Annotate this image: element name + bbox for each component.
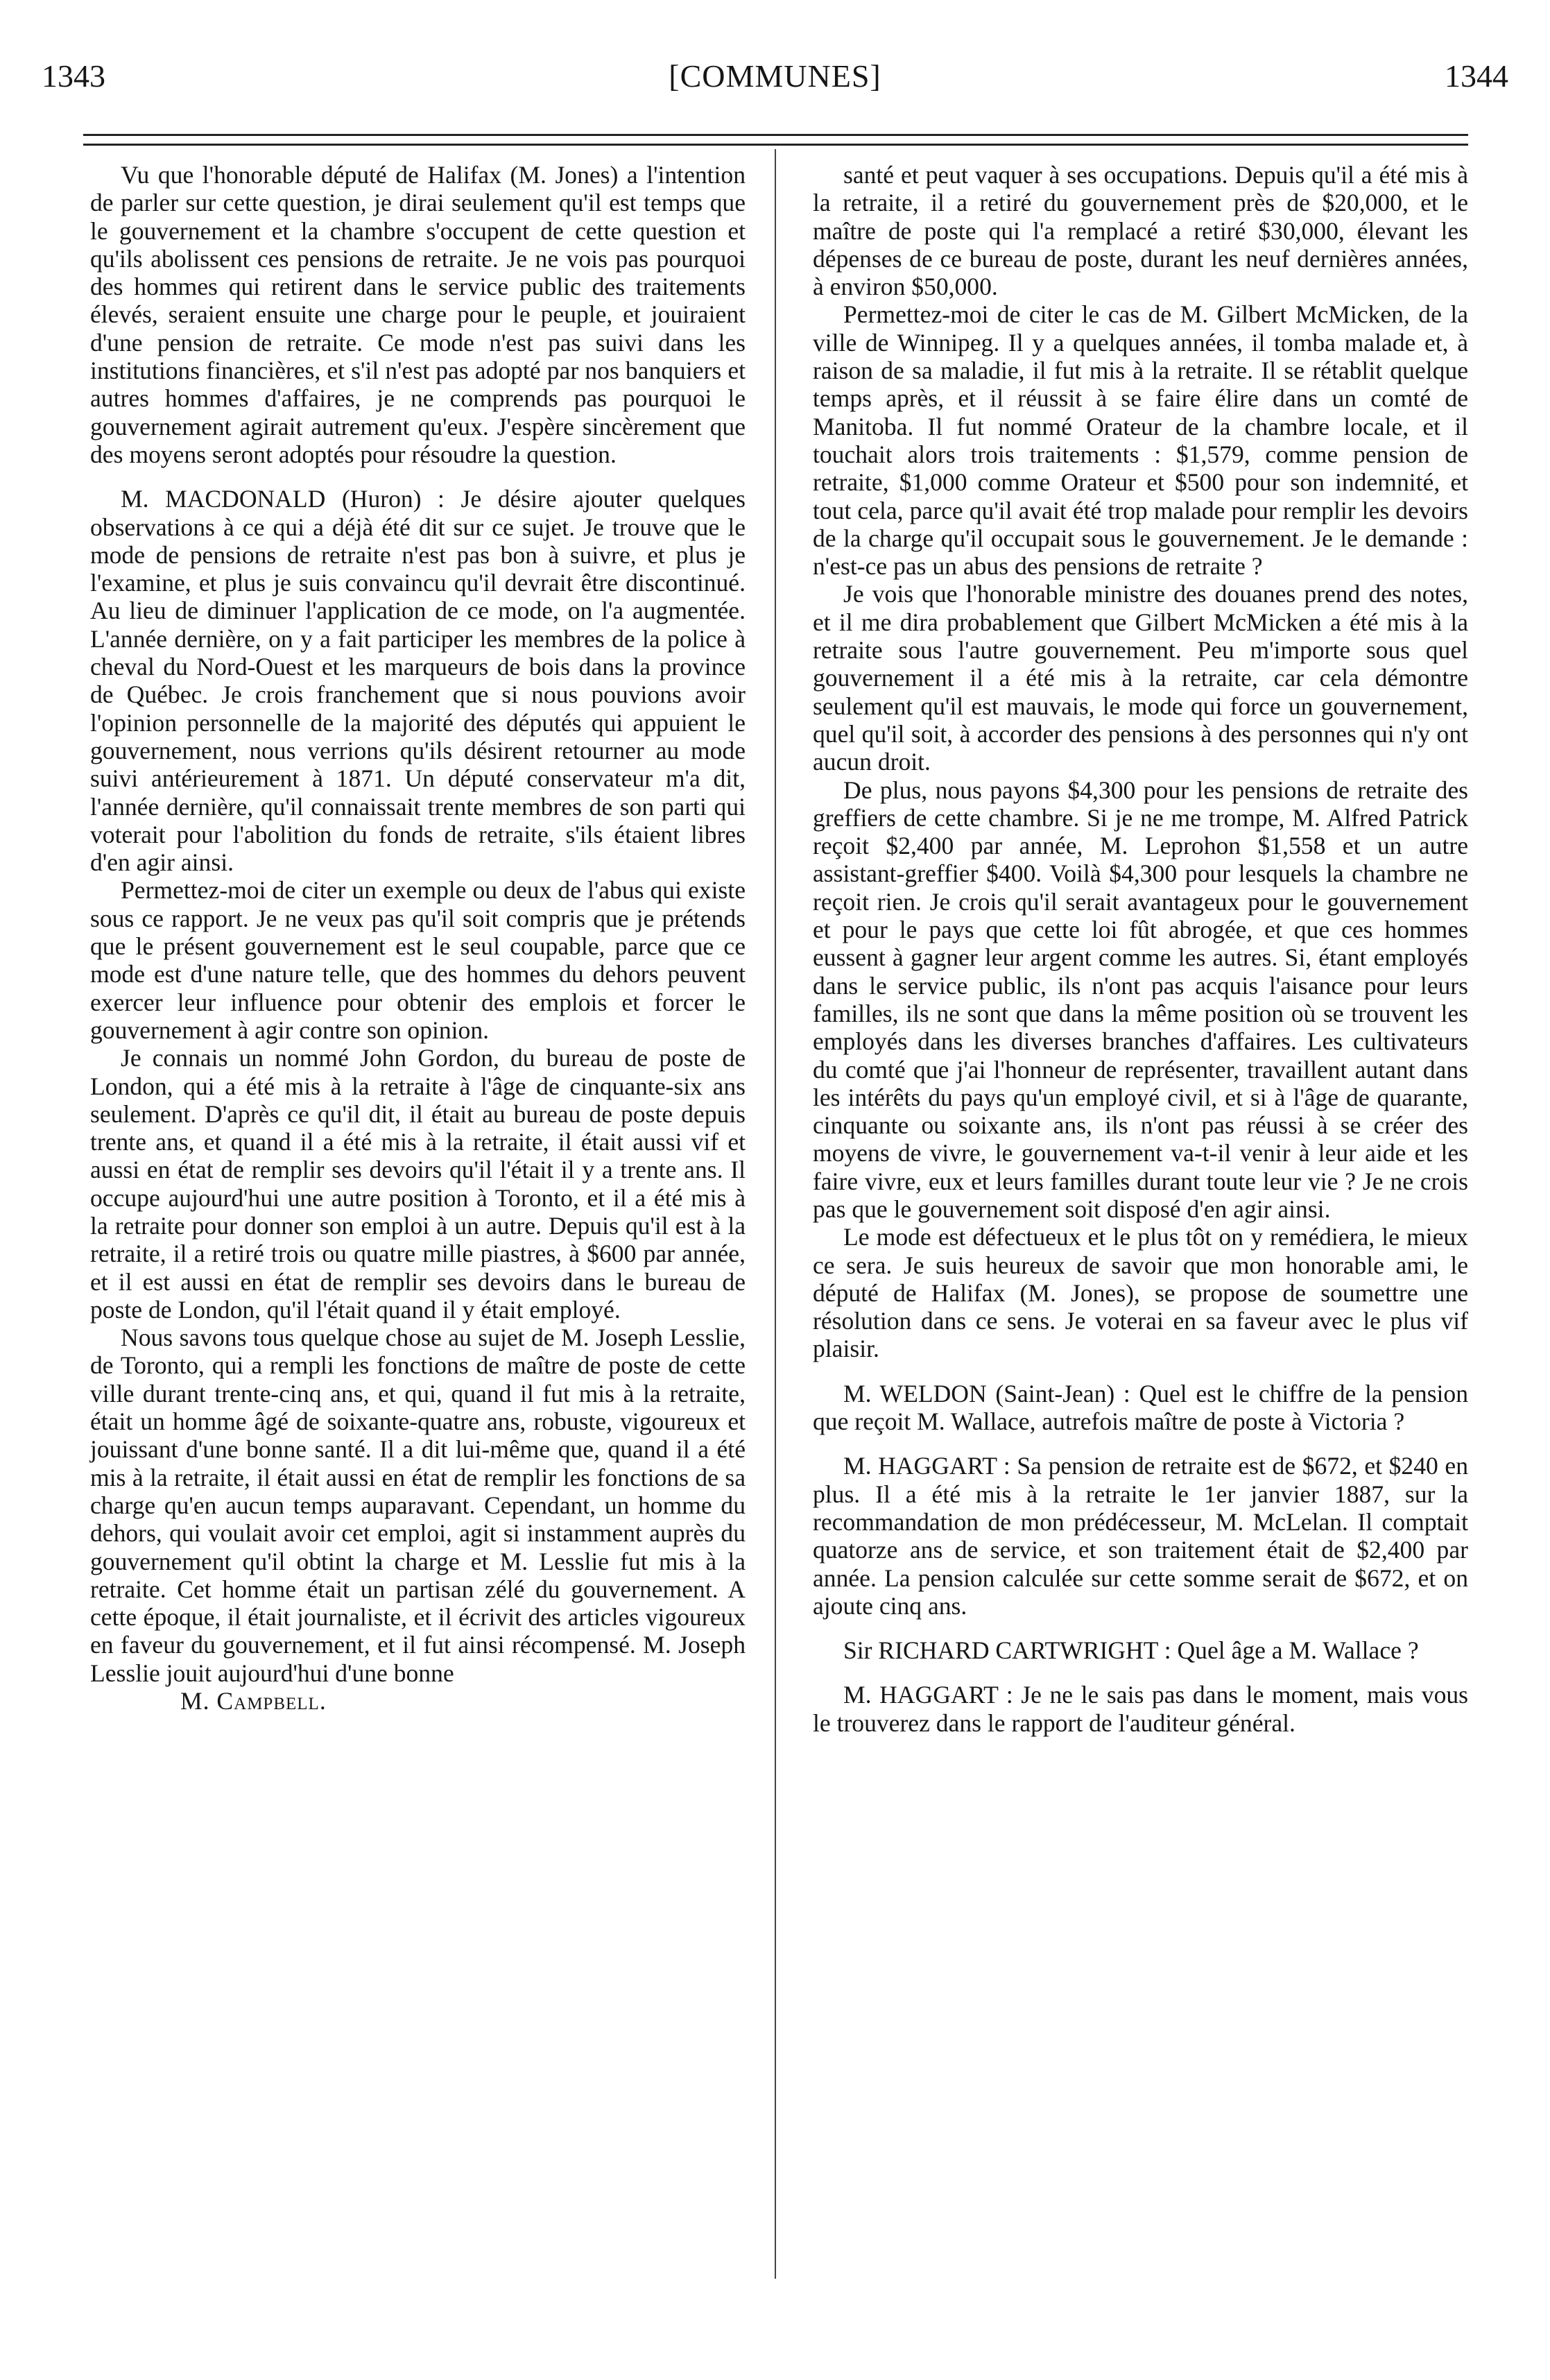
paragraph-speech-weldon: M. WELDON (Saint-Jean) : Quel est le chiffre de la pension que reçoit M. Wallace, autrefois maître de poste à Victoria ? (813, 1379, 1468, 1436)
header-rule-top (83, 134, 1468, 136)
running-head: [COMMUNES] (669, 58, 881, 94)
page-header (42, 49, 1508, 104)
right-column (813, 161, 1468, 1737)
paragraph: Permettez-moi de citer un exemple ou deux de l'abus qui existe sous ce rapport. Je ne veux pas qu'il soit compris que je prétends que le présent gouvernement est le seul coupable, parce que ce mode est d'une nature telle, que des hommes du dehors peuvent exercer leur influence pour obtenir des emplois et forcer le gouvernement à agir contre son opinion. (90, 876, 746, 1044)
paragraph-speech-haggart: M. HAGGART : Sa pension de retraite est de $672, et $240 en plus. Il a été mis à la retraite le 1er janvier 1887, sur la recommandation de mon prédécesseur, M. McLelan. Il comptait quatorze ans de service, et son traitement était de $2,400 par année. La pension calculée sur cette somme serait de $672, et on ajoute cinq ans. (813, 1452, 1468, 1620)
paragraph: Je vois que l'honorable ministre des douanes prend des notes, et il me dira probablement que Gilbert McMicken a été mis à la retraite sous l'autre gouvernement. Peu m'importe sous quel gouvernement il a été mis à la retraite, car cela démontre seulement qu'il est mauvais, le mode qui force un gouvernement, quel qu'il soit, à accorder des pensions à des personnes qui n'y ont aucun droit. (813, 580, 1468, 776)
paragraph: De plus, nous payons $4,300 pour les pensions de retraite des greffiers de cette chambre. Si je ne me trompe, M. Alfred Patrick reçoit $2,400 par année, M. Leprohon $1,558 et un autre assistant-greffier $400. Voilà $4,300 pour lesquels la chambre ne reçoit rien. Je crois qu'il serait avantageux pour le gouvernement et pour le pays que cette loi fût abrogée, et que ces hommes eussent à gagner leur argent comme les autres. Si, étant employés dans le service public, ils n'ont pas acquis l'aisance pour leurs familles, ils ne sont que dans la même position où se trouvent les employés dans les diverses branches d'affaires. Les cultivateurs du comté que j'ai l'honneur de représenter, travaillent autant dans les intérêts du pays qu'un employé civil, et si à l'âge de quarante, cinquante ou soixante ans, ils n'ont pas réussi à se créer des moyens de vivre, le gouvernement va-t-il venir à leur aide et les faire vivre, eux et leurs familles durant toute leur vie ? Je ne crois pas que le gouvernement soit disposé d'en agir ainsi. (813, 776, 1468, 1223)
paragraph: santé et peut vaquer à ses occupations. Depuis qu'il a été mis à la retraite, il a retiré du gouvernement près de $20,000, et le maître de poste qui l'a remplacé a retiré $30,000, élevant les dépenses de ce bureau de poste, durant les neuf dernières années, à environ $50,000. (813, 161, 1468, 301)
page-number-left: 1343 (42, 58, 105, 94)
paragraph: Je connais un nommé John Gordon, du bureau de poste de London, qui a été mis à la retraite à l'âge de cinquante-six ans seulement. D'après ce qu'il dit, il était au bureau de poste depuis trente ans, et quand il a été mis à la retraite, il était aussi vif et aussi en état de remplir ses devoirs qu'il l'était il y a trente ans. Il occupe aujourd'hui une autre position à Toronto, et il a été mis à la retraite pour donner son emploi à un autre. Depuis qu'il est à la retraite, il a retiré trois ou quatre mille piastres, à $600 par année, et il est aussi en état de remplir ses devoirs dans le bureau de poste de London, qu'il l'était quand il y était employé. (90, 1044, 746, 1324)
left-column (90, 161, 746, 1715)
paragraph-speech-haggart-2: M. HAGGART : Je ne le sais pas dans le moment, mais vous le trouverez dans le rapport de l'auditeur général. (813, 1681, 1468, 1737)
paragraph: Nous savons tous quelque chose au sujet de M. Joseph Lesslie, de Toronto, qui a rempli les fonctions de maître de poste de cette ville durant trente-cinq ans, et qui, quand il fut mis à la retraite, était un homme âgé de soixante-quatre ans, robuste, vigoureux et jouissant d'une bonne santé. Il a dit lui-même que, quand il a été mis à la retraite, il était aussi en état de remplir les fonctions de sa charge qu'en aucun temps auparavant. Cependant, un homme du dehors, qui voulait avoir cet emploi, agit si instamment auprès du gouvernement qu'il obtint la charge et M. Lesslie fut mis à la retraite. Cet homme était un partisan zélé du gouvernement. A cette époque, il était journaliste, et il écrivit des articles vigoureux en faveur du gouvernement, et il fut ainsi récompensé. M. Joseph Lesslie jouit aujourd'hui d'une bonne (90, 1324, 746, 1687)
signature: M. Campbell. (180, 1687, 327, 1715)
paragraph: Permettez-moi de citer le cas de M. Gilbert McMicken, de la ville de Winnipeg. Il y a quelques années, il tomba malade et, à raison de sa maladie, il fut mis à la retraite. Il se rétablit quelque temps après, et il réussit à se faire élire dans un comté de Manitoba. Il fut nommé Orateur de la chambre locale, et il touchait alors trois traitements : $1,579, comme pension de retraite, $1,000 comme Orateur et $500 pour son indemnité, et tout cela, parce qu'il avait été trop malade pour remplir les devoirs de la charge qu'il occupait sous le gouvernement. Je le demande : n'est-ce pas un abus des pensions de retraite ? (813, 300, 1468, 581)
paragraph-speech-macdonald: M. MACDONALD (Huron) : Je désire ajouter quelques observations à ce qui a déjà été dit sur ce sujet. Je trouve que le mode de pensions de retraite n'est pas bon à suivre, et plus je l'examine, et plus je suis convaincu qu'il devrait être discontinué. Au lieu de diminuer l'application de ce mode, on l'a augmentée. L'année dernière, on y a fait participer les membres de la police à cheval du Nord-Ouest et les marqueurs de bois dans la province de Québec. Je crois franchement que si nous pouvions avoir l'opinion personnelle de la majorité des députés qui appuient le gouvernement, nous verrions qu'ils désirent retourner au mode suivi antérieurement à 1871. Un député conservateur m'a dit, l'année dernière, qu'il connaissait trente membres de son parti qui voterait pour l'abolition du fonds de retraite, s'ils étaient libres d'en agir ainsi. (90, 485, 746, 877)
paragraph-speech-cartwright: Sir RICHARD CARTWRIGHT : Quel âge a M. Wallace ? (843, 1636, 1419, 1665)
column-divider (775, 149, 776, 2279)
paragraph: Le mode est défectueux et le plus tôt on y remédiera, le mieux ce sera. Je suis heureux de savoir que mon honorable ami, le député de Halifax (M. Jones), se propose de soumettre une résolution dans ce sens. Je voterai en sa faveur avec le plus vif plaisir. (813, 1223, 1468, 1363)
header-rule-bottom (83, 144, 1468, 146)
paragraph: Vu que l'honorable député de Halifax (M. Jones) a l'intention de parler sur cette question, je dirai seulement qu'il est temps que le gouvernement et la chambre s'occupent de cette question et qu'ils abolissent ces pensions de retraite. Je ne vois pas pourquoi des hommes qui retirent dans le service public des traitements élevés, seraient ensuite une charge pour le peuple, et jouiraient d'une pension de retraite. Ce mode n'est pas suivi dans les institutions financières, et s'il n'est pas adopté par nos banquiers et autres hommes d'affaires, je ne comprends pas pourquoi le gouvernement agirait autrement qu'eux. J'espère sincèrement que des moyens seront adoptés pour résoudre la question. (90, 161, 746, 468)
page-number-right: 1344 (1445, 58, 1508, 94)
